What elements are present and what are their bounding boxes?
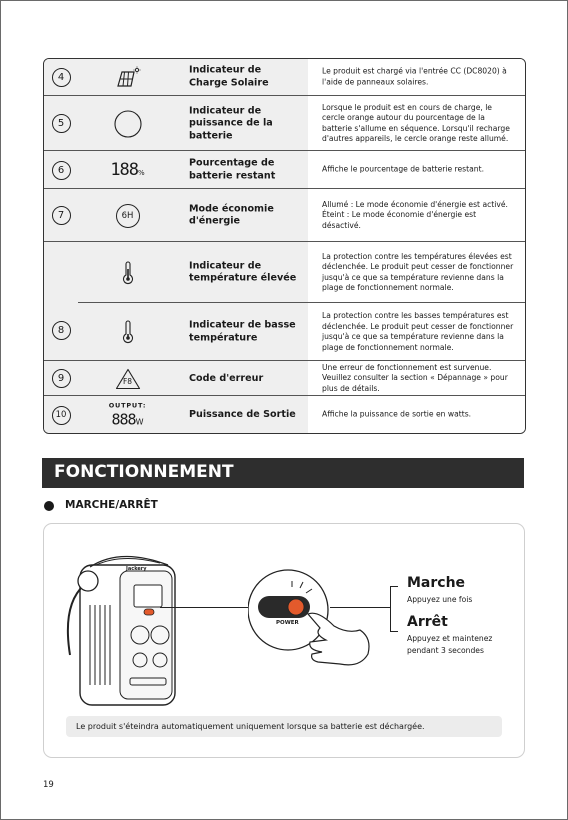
device-brand: Jackery <box>126 566 147 572</box>
leader-line <box>160 607 254 608</box>
indicator-description: Une erreur de fonctionnement est survenue. Veuillez consulter la section « Dépannage » pour plus de détails. <box>322 362 508 393</box>
row-number: 7 <box>52 206 71 225</box>
indicator-name: Indicateur de basse température <box>189 319 296 343</box>
off-description: Appuyez et maintenez pendant 3 secondes <box>407 634 493 655</box>
table-row <box>44 59 525 95</box>
indicator-table <box>43 58 526 434</box>
section-header: FONCTIONNEMENT <box>42 458 524 488</box>
table-row <box>44 395 525 434</box>
solar-panel-icon <box>115 66 141 88</box>
table-row <box>44 95 525 151</box>
table-subrow <box>78 241 525 303</box>
indicator-name: Pourcentage de batterie restant <box>189 157 276 181</box>
table-row <box>44 188 525 242</box>
indicator-name: Puissance de Sortie <box>189 408 296 420</box>
indicator-name: Indicateur de température élevée <box>189 260 297 284</box>
table-row <box>44 360 525 396</box>
high-temperature-icon <box>121 261 135 285</box>
row-number: 10 <box>52 406 71 425</box>
row-number: 6 <box>52 161 71 180</box>
indicator-description: La protection contre les basses températures est déclenchée. Le produit peut cesser de fonctionner jusqu'à ce que sa température revienne dans la plage de fonctionnement normale. <box>322 310 514 352</box>
indicator-name: Indicateur de puissance de la batterie <box>189 104 273 141</box>
battery-percentage-icon: 188% <box>110 160 145 180</box>
indicator-description: Affiche la puissance de sortie en watts. <box>322 409 472 419</box>
row-number: 5 <box>52 114 71 133</box>
indicator-description: Le produit est chargé via l'entrée CC (DC8020) à l'aide de panneaux solaires. <box>322 66 507 86</box>
page-number: 19 <box>43 780 54 790</box>
battery-ring-icon <box>113 109 143 139</box>
power-label: POWER <box>276 620 299 626</box>
indicator-name: Code d'erreur <box>189 372 264 384</box>
on-title: Marche <box>407 575 466 591</box>
subsection-title: MARCHE/ARRÊT <box>65 499 158 511</box>
row-number: 8 <box>52 321 71 340</box>
table-subrow <box>78 302 525 361</box>
error-code-icon: F8 <box>115 368 141 390</box>
indicator-name: Mode économie d'énergie <box>189 203 274 227</box>
output-power-icon: OUTPUT: 888W <box>108 401 147 429</box>
indicator-description: Affiche le pourcentage de batterie restant. <box>322 164 484 174</box>
row-number: 9 <box>52 369 71 388</box>
indicator-description: La protection contre les températures élevées est déclenchée. Le produit peut cesser de fonctionner jusqu'à ce que sa température revienne dans la plage de fonctionnement normale. <box>322 251 514 293</box>
low-temperature-icon <box>121 320 135 344</box>
energy-saving-6h-icon: 6H <box>116 204 140 228</box>
off-title: Arrêt <box>407 614 448 630</box>
leader-line <box>330 607 390 608</box>
bracket <box>390 586 398 632</box>
auto-off-note: Le produit s'éteindra automatiquement uniquement lorsque sa batterie est déchargée. <box>66 716 502 737</box>
indicator-name: Indicateur de Charge Solaire <box>189 64 269 88</box>
indicator-description: Allumé : Le mode économie d'énergie est activé. Éteint : Le mode économie d'énergie est désactivé. <box>322 199 508 230</box>
power-button-zoom <box>248 568 388 678</box>
table-row <box>44 150 525 189</box>
row-number: 4 <box>52 68 71 87</box>
on-description: Appuyez une fois <box>407 595 473 604</box>
indicator-description: Lorsque le produit est en cours de charge, le cercle orange autour du pourcentage de la batterie s'allume en séquence. Lorsqu'il recharge d'autres appareils, le cercle orange reste allumé. <box>322 102 510 144</box>
